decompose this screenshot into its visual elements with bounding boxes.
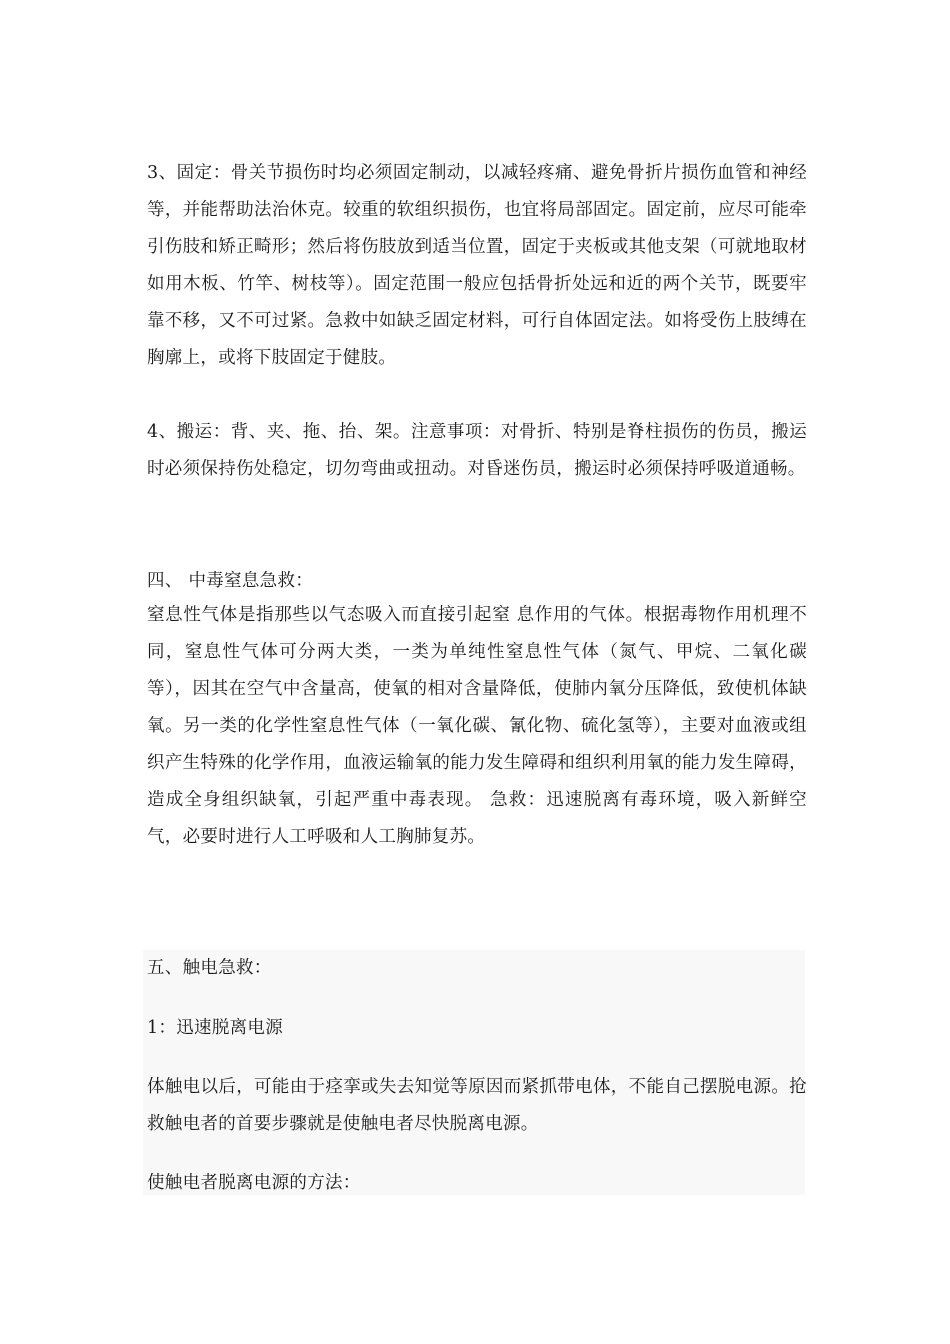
fixation-paragraph: 3、固定：骨关节损伤时均必须固定制动，以减轻疼痛、避免骨折片损伤血管和神经等，并能帮助法治休克。较重的软组织损伤，也宜将局部固定。固定前，应尽可能牵引伤肢和矫正畸形；然后将伤肢放到适当位置，固定于夹板或其他支架（可就地取材如用木板、竹竿、树枝等）。固定范围一般应包括骨折处远和近的两个关节，既要牢靠不移，又不可过紧。急救中如缺乏固定材料，可行自体固定法。如将受伤上肢缚在胸廓上，或将下肢固定于健肢。 (147, 163, 807, 368)
section-transport (147, 414, 807, 488)
section-fixation (147, 155, 807, 377)
electric-shock-paragraph: 体触电以后，可能由于痉挛或失去知觉等原因而紧抓带电体，不能自己摆脱电源。抢救触电者的首要步骤就是使触电者尽快脱离电源。 (147, 1077, 807, 1134)
section-poisoning (147, 597, 807, 856)
electric-shock-methods-label: 使触电者脱离电源的方法： (147, 1173, 361, 1193)
electric-shock-subheading: 1：迅速脱离电源 (147, 1018, 284, 1038)
section-poisoning-heading (147, 563, 807, 600)
poisoning-heading: 四、 中毒窒息急救： (147, 571, 314, 591)
poisoning-paragraph: 窒息性气体是指那些以气态吸入而直接引起窒 息作用的气体。根据毒物作用机理不同，窒息性气体可分两大类，一类为单纯性窒息性气体（氮气、甲烷、二氧化碳等），因其在空气中含量高，使氧的相对含量降低，使肺内氧分压降低，致使机体缺氧。另一类的化学性窒息性气体（一氧化碳、氰化物、硫化氢等），主要对血液或组织产生特殊的化学作用，血液运输氧的能力发生障碍和组织利用氧的能力发生障碍，造成全身组织缺氧，引起严重中毒表现。 急救：迅速脱离有毒环境，吸入新鲜空气，必要时进行人工呼吸和人工胸肺复苏。 (147, 605, 807, 847)
electric-shock-heading: 五、触电急救： (147, 958, 272, 978)
transport-paragraph: 4、搬运：背、夹、拖、抬、架。注意事项：对骨折、特别是脊柱损伤的伤员，搬运时必须保持伤处稳定，切勿弯曲或扭动。对昏迷伤员，搬运时必须保持呼吸道通畅。 (147, 422, 807, 479)
